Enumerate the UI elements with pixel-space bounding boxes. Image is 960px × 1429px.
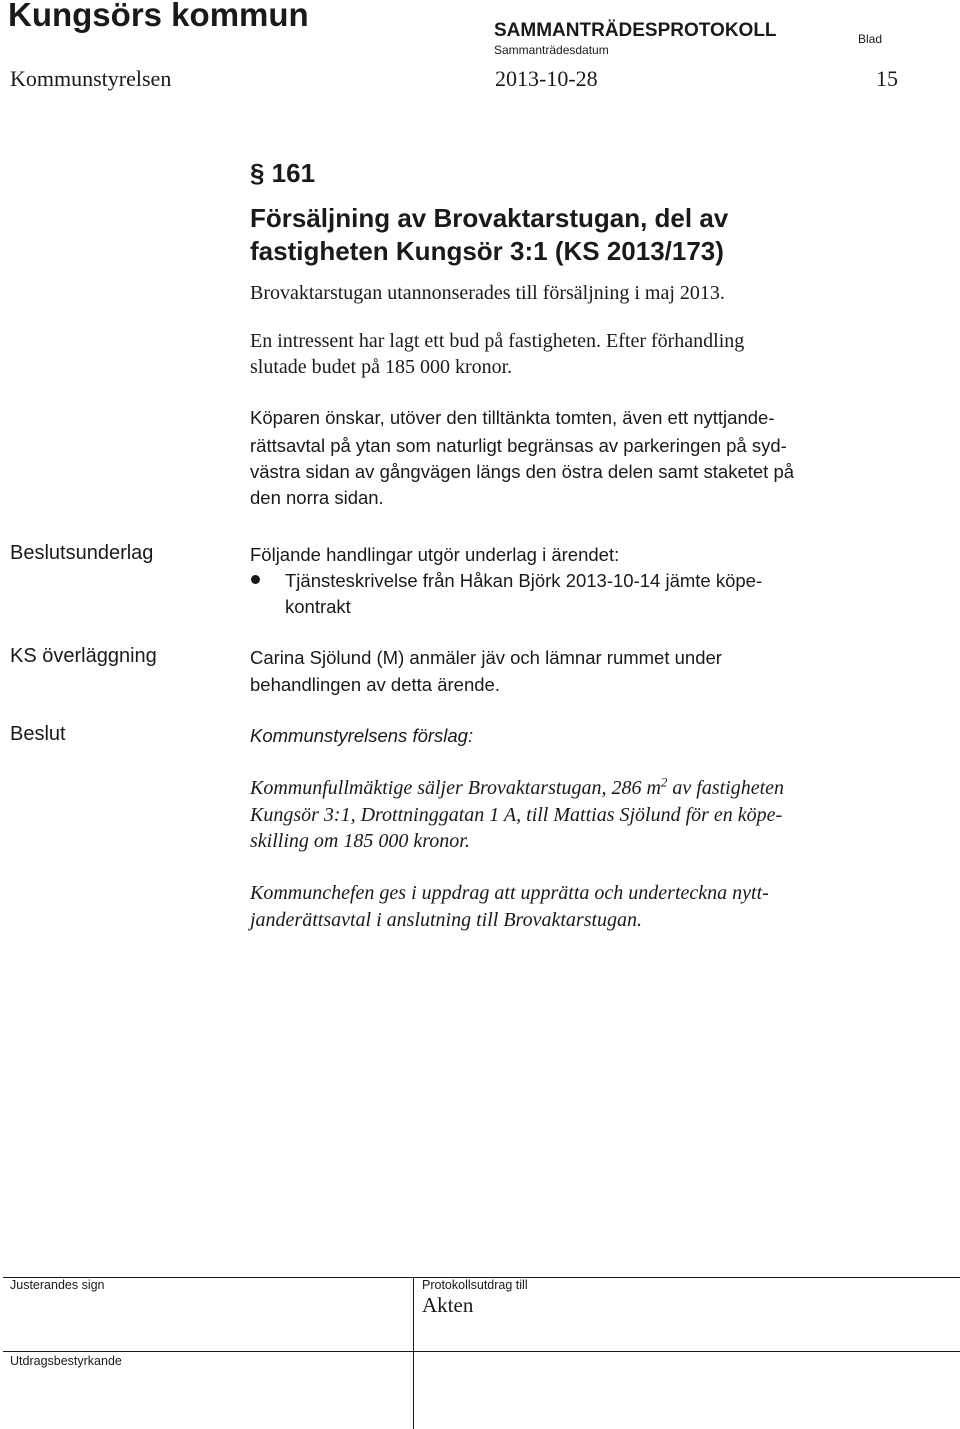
- beslut-label: Beslut: [10, 723, 66, 745]
- body-name: Kommunstyrelsen: [10, 66, 172, 91]
- intro-paragraph-3-line-3: västra sidan av gångvägen längs den östra delen samt staketet på: [250, 461, 795, 482]
- intro-paragraph-3-line-2: rättsavtal på ytan som naturligt begränsas av parkeringen på syd-: [250, 435, 787, 456]
- meeting-date: 2013-10-28: [495, 66, 598, 91]
- protokollsutdrag-label: Protokollsutdrag till: [422, 1278, 528, 1292]
- date-caption: Sammanträdesdatum: [494, 43, 609, 57]
- beslutsunderlag-lead: Följande handlingar utgör underlag i ärendet:: [250, 544, 620, 565]
- utdragsbestyrkande-label: Utdragsbestyrkande: [10, 1354, 122, 1368]
- document-type: SAMMANTRÄDESPROTOKOLL: [494, 20, 777, 41]
- overlaggning-label: KS överläggning: [10, 645, 157, 667]
- beslutsunderlag-label: Beslutsunderlag: [10, 542, 154, 564]
- municipality-name: Kungsörs kommun: [8, 0, 309, 33]
- page-caption: Blad: [858, 32, 883, 46]
- area-superscript: 2: [660, 774, 668, 790]
- intro-paragraph-3-line-1: Köparen önskar, utöver den tilltänkta tomten, även ett nyttjande-: [250, 407, 775, 428]
- decision-1-line-1: [250, 775, 784, 801]
- page-number: 15: [876, 66, 898, 91]
- beslutsunderlag-item-line-2: kontrakt: [285, 596, 351, 617]
- decision-2-line-2: janderättsavtal i anslutning till Brovaktarstugan.: [250, 909, 643, 931]
- decision-2-line-1: Kommunchefen ges i uppdrag att upprätta och underteckna nytt-: [250, 882, 769, 904]
- beslutsunderlag-item-line-1: Tjänsteskrivelse från Håkan Björk 2013-10-14 jämte köpe-: [285, 570, 763, 591]
- section-title-line-1: Försäljning av Brovaktarstugan, del av: [250, 203, 729, 233]
- intro-paragraph-3-line-4: den norra sidan.: [250, 487, 384, 508]
- intro-paragraph-1: Brovaktarstugan utannonserades till försäljning i maj 2013.: [250, 282, 725, 304]
- overlaggning-line-2: behandlingen av detta ärende.: [250, 674, 500, 695]
- decision-1-line-1-pre: Kommunfullmäktige säljer Brovaktarstugan, 286 m: [250, 777, 661, 799]
- section-number: § 161: [250, 158, 316, 188]
- footer-middle-rule: [3, 1351, 960, 1352]
- intro-paragraph-2-line-1: En intressent har lagt ett bud på fastigheten. Efter förhandling: [250, 330, 745, 352]
- justerandes-sign-label: Justerandes sign: [10, 1278, 105, 1292]
- decision-1-line-1-post: av fastigheten: [667, 777, 785, 799]
- beslut-heading: Kommunstyrelsens förslag:: [250, 725, 474, 746]
- footer-vertical-rule: [413, 1277, 414, 1429]
- intro-paragraph-2-line-2: slutade budet på 185 000 kronor.: [250, 356, 513, 378]
- bullet-icon: [251, 575, 260, 584]
- protokollsutdrag-recipient: Akten: [422, 1293, 474, 1317]
- decision-1-line-3: skilling om 185 000 kronor.: [250, 830, 470, 852]
- decision-1-line-2: Kungsör 3:1, Drottninggatan 1 A, till Mattias Sjölund för en köpe-: [250, 804, 783, 826]
- overlaggning-line-1: Carina Sjölund (M) anmäler jäv och lämnar rummet under: [250, 647, 722, 668]
- section-title-line-2: fastigheten Kungsör 3:1 (KS 2013/173): [250, 236, 724, 266]
